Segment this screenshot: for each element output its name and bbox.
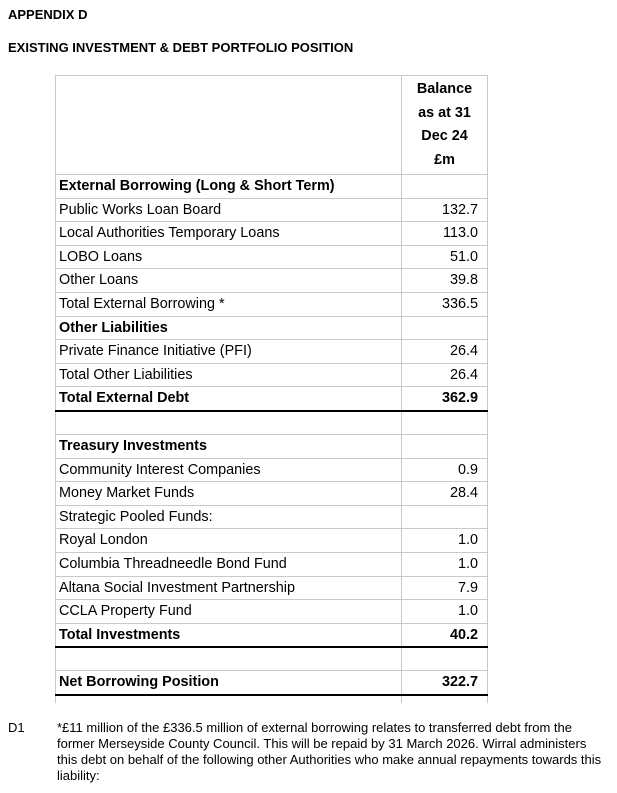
table-row xyxy=(56,576,488,600)
header-blank-cell xyxy=(56,76,402,175)
table-row xyxy=(56,292,488,316)
table-row xyxy=(56,529,488,553)
balance-column-header xyxy=(402,76,488,175)
row-label: Local Authorities Temporary Loans xyxy=(56,222,402,246)
table-row xyxy=(56,505,488,529)
row-label: Net Borrowing Position xyxy=(56,671,402,695)
footnote-label: D1 xyxy=(8,720,25,735)
row-value: 7.9 xyxy=(402,576,488,600)
row-label: Altana Social Investment Partnership xyxy=(56,576,402,600)
row-value xyxy=(402,434,488,458)
row-label: Treasury Investments xyxy=(56,434,402,458)
row-value: 51.0 xyxy=(402,245,488,269)
row-value: 336.5 xyxy=(402,292,488,316)
total-row xyxy=(56,623,488,647)
table-row xyxy=(56,600,488,624)
row-label: LOBO Loans xyxy=(56,245,402,269)
spacer-row xyxy=(56,411,488,435)
row-label: Other Liabilities xyxy=(56,316,402,340)
row-label: Total External Borrowing * xyxy=(56,292,402,316)
row-value xyxy=(402,175,488,199)
table-header-row xyxy=(56,76,488,175)
row-label: Royal London xyxy=(56,529,402,553)
appendix-label: APPENDIX D xyxy=(8,7,88,22)
table-row xyxy=(56,363,488,387)
net-borrowing-row xyxy=(56,671,488,695)
row-value: 28.4 xyxy=(402,482,488,506)
row-value: 0.9 xyxy=(402,458,488,482)
row-label: Columbia Threadneedle Bond Fund xyxy=(56,552,402,576)
row-label: External Borrowing (Long & Short Term) xyxy=(56,175,402,199)
spacer-cell xyxy=(402,411,488,435)
row-label: Community Interest Companies xyxy=(56,458,402,482)
header-line: £m xyxy=(434,151,455,168)
row-value: 1.0 xyxy=(402,529,488,553)
row-value: 40.2 xyxy=(402,623,488,647)
section-header-treasury-investments xyxy=(56,434,488,458)
total-row xyxy=(56,387,488,411)
table-row xyxy=(56,198,488,222)
spacer-row xyxy=(56,695,488,703)
table-row xyxy=(56,269,488,293)
spacer-cell xyxy=(56,411,402,435)
section-header-other-liabilities xyxy=(56,316,488,340)
row-value: 362.9 xyxy=(402,387,488,411)
row-label: CCLA Property Fund xyxy=(56,600,402,624)
row-value: 39.8 xyxy=(402,269,488,293)
row-value: 26.4 xyxy=(402,340,488,364)
spacer-cell xyxy=(402,695,488,703)
table-row xyxy=(56,245,488,269)
row-label: Public Works Loan Board xyxy=(56,198,402,222)
table-row xyxy=(56,482,488,506)
header-line: Balance xyxy=(416,81,473,97)
row-value: 322.7 xyxy=(402,671,488,695)
spacer-row xyxy=(56,647,488,671)
row-value: 1.0 xyxy=(402,552,488,576)
row-label: Money Market Funds xyxy=(56,482,402,506)
row-label: Total External Debt xyxy=(56,387,402,411)
footnote-text: *£11 million of the £336.5 million of external borrowing relates to transferred debt from the former Merseyside County Council. This will be repaid by 31 March 2026. Wirral administers this debt on behalf of the following other Authorities who make annual repayments towards this liability: xyxy=(57,720,602,783)
row-value: 132.7 xyxy=(402,198,488,222)
portfolio-table xyxy=(55,75,488,703)
header-line: as at 31 xyxy=(418,104,471,121)
spacer-cell xyxy=(56,695,402,703)
row-label: Strategic Pooled Funds: xyxy=(56,505,402,529)
header-line: Dec 24 xyxy=(421,128,468,144)
spacer-cell xyxy=(402,647,488,671)
table-row xyxy=(56,222,488,246)
section-header-external-borrowing xyxy=(56,175,488,199)
row-label: Private Finance Initiative (PFI) xyxy=(56,340,402,364)
row-label: Other Loans xyxy=(56,269,402,293)
row-value xyxy=(402,505,488,529)
row-label: Total Other Liabilities xyxy=(56,363,402,387)
row-value: 113.0 xyxy=(402,222,488,246)
table-row xyxy=(56,458,488,482)
table-row xyxy=(56,552,488,576)
table-row xyxy=(56,340,488,364)
row-value: 26.4 xyxy=(402,363,488,387)
row-value: 1.0 xyxy=(402,600,488,624)
page-title: EXISTING INVESTMENT & DEBT PORTFOLIO POSITION xyxy=(8,40,354,55)
row-value xyxy=(402,316,488,340)
spacer-cell xyxy=(56,647,402,671)
row-label: Total Investments xyxy=(56,623,402,647)
